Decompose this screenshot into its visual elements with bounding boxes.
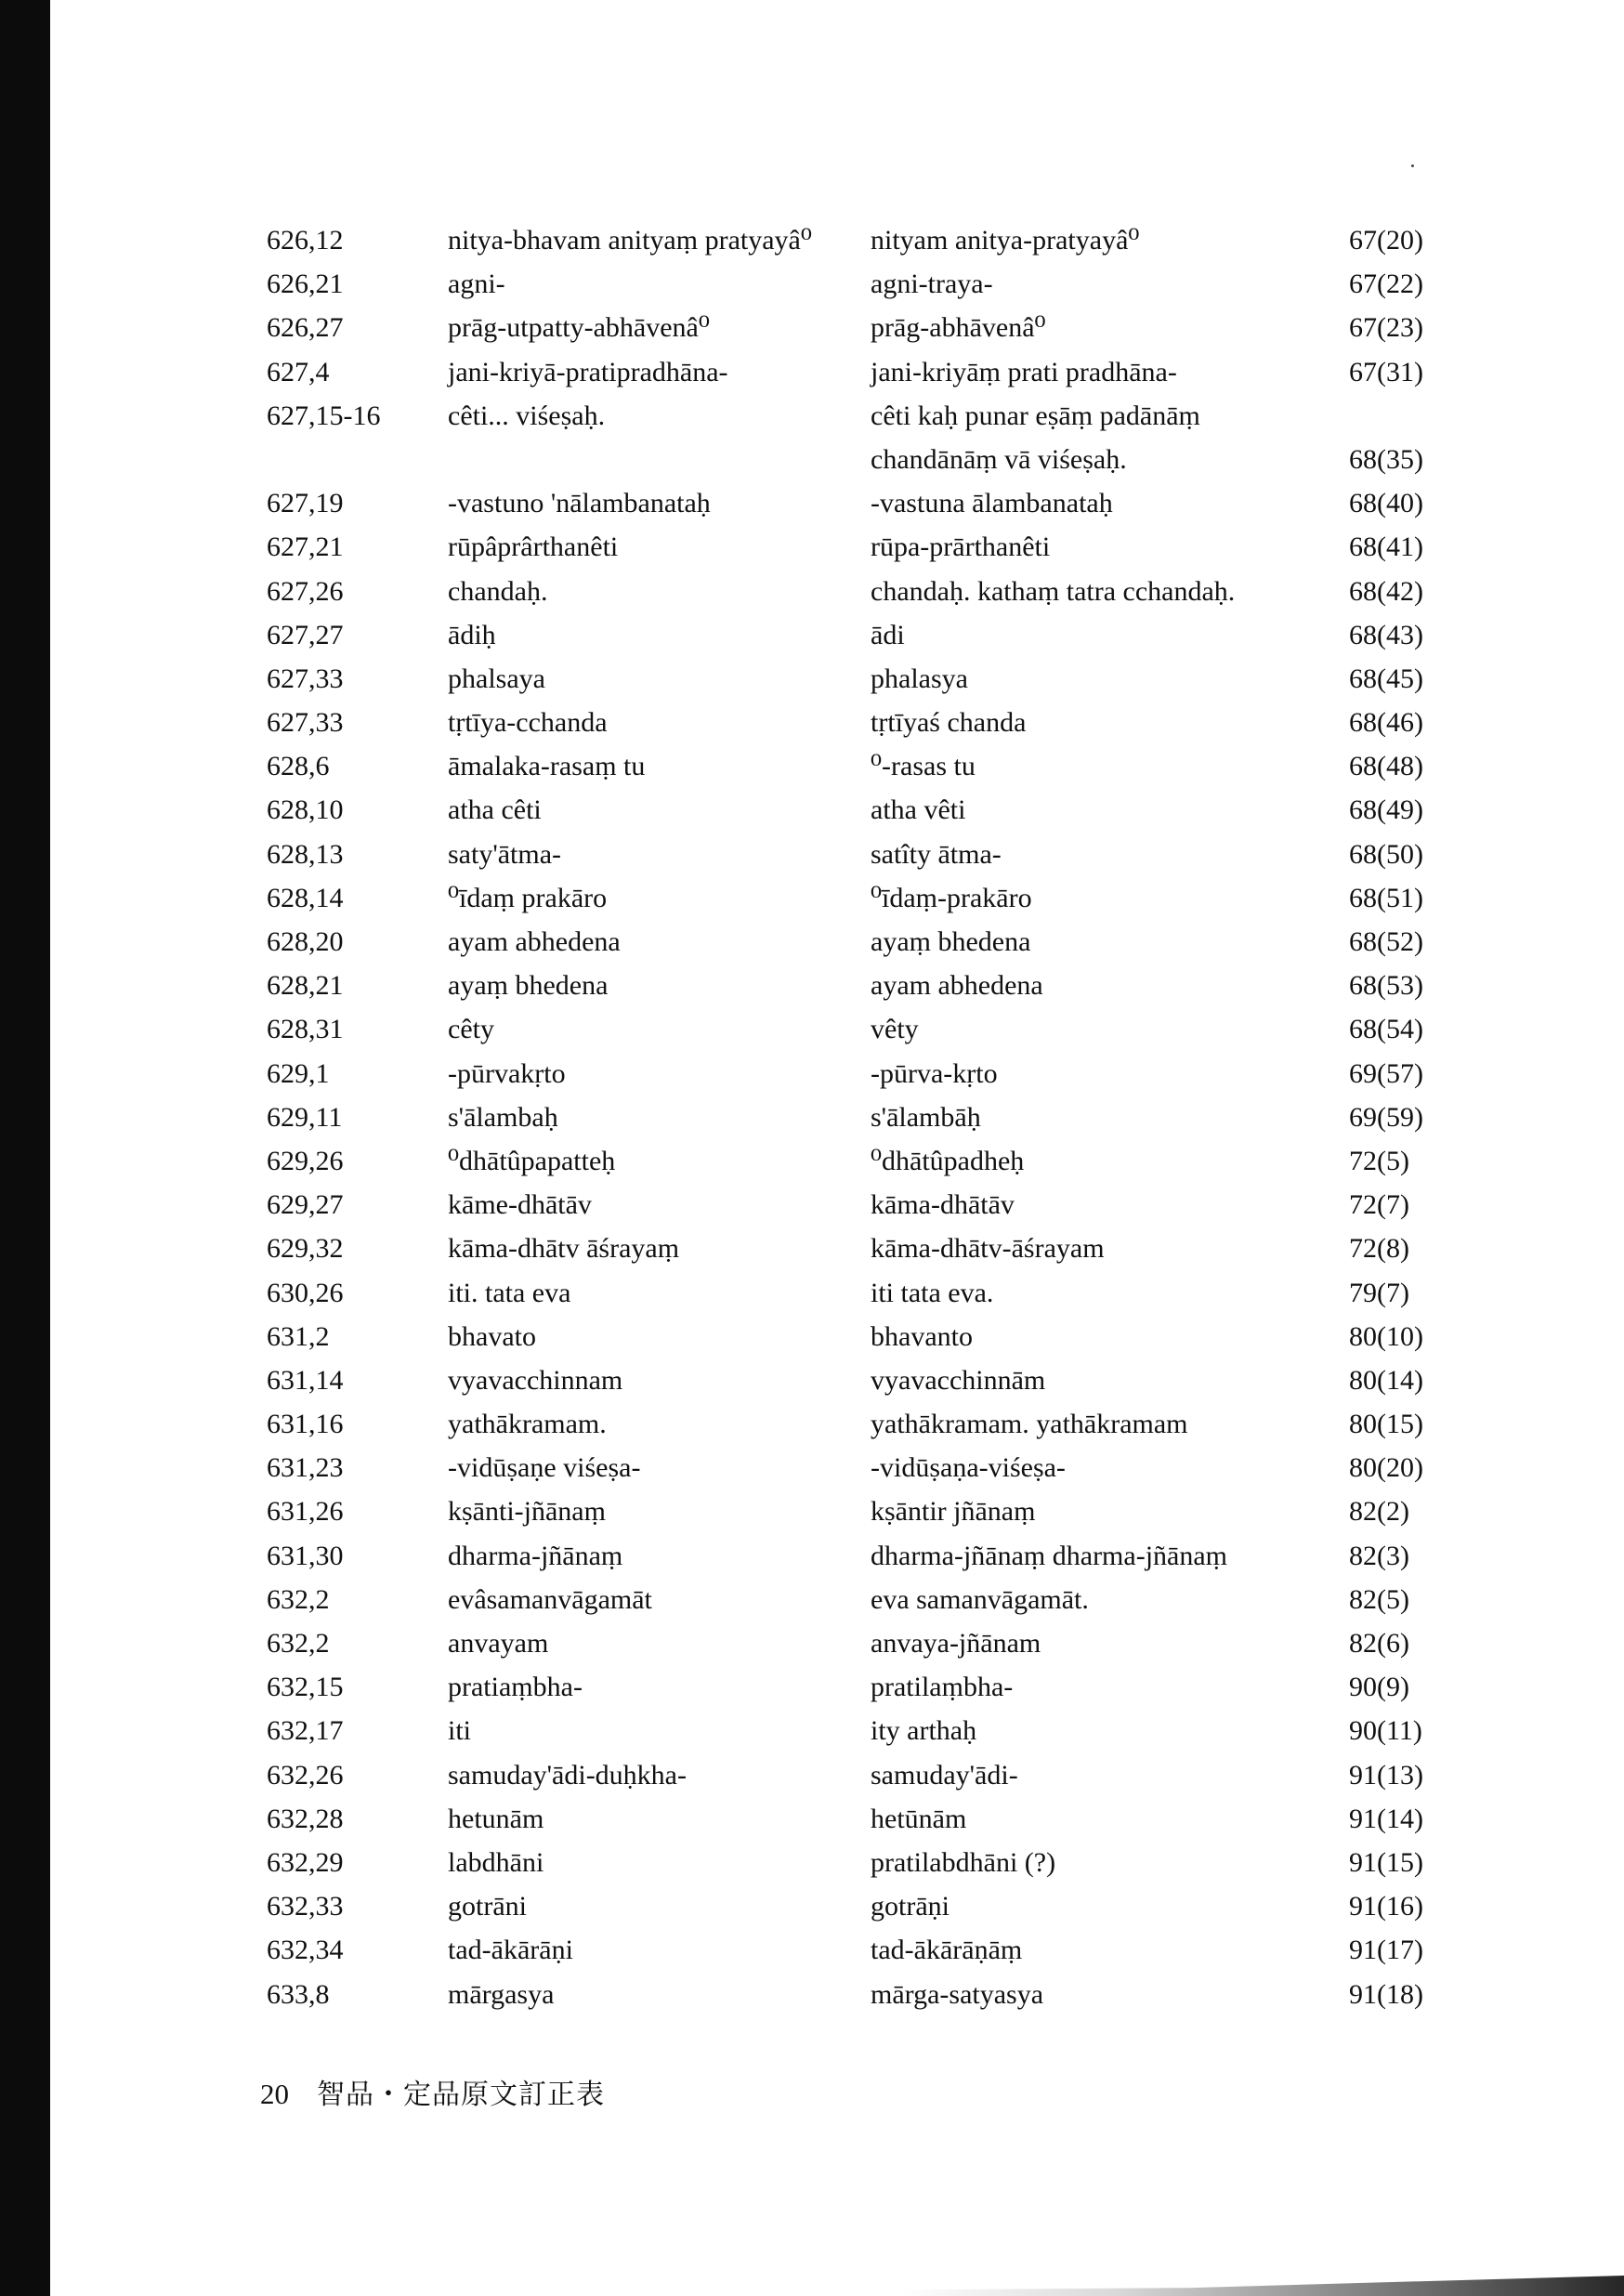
location-cell: 628,13 <box>267 838 344 870</box>
reference-cell: 67(23) <box>1349 312 1423 344</box>
corrected-text-cell: pratilabdhāni (?) <box>871 1846 1056 1878</box>
corrected-text-cell: rūpa-prārthanêti <box>871 531 1051 563</box>
corrected-text-cell: ity arthaḥ <box>871 1715 977 1747</box>
reference-cell: 68(40) <box>1349 488 1423 519</box>
original-text-cell: saty'ātma- <box>448 838 562 870</box>
original-text-cell: āmalaka-rasaṃ tu <box>448 751 646 782</box>
reference-cell: 82(3) <box>1349 1540 1409 1571</box>
reference-cell: 68(49) <box>1349 794 1423 826</box>
original-text-cell: ⁰īdaṃ prakāro <box>448 882 608 913</box>
corrected-text-cell: agni-traya- <box>871 269 993 300</box>
corrected-text-cell: nityam anitya-pratyayâ⁰ <box>871 225 1140 256</box>
original-text-cell: atha cêti <box>448 794 542 826</box>
original-text-cell: kāme-dhātāv <box>448 1189 592 1221</box>
location-cell: 626,27 <box>267 312 344 344</box>
table-row <box>0 833 1624 876</box>
original-text-cell: cêti... viśeṣaḥ. <box>448 400 606 431</box>
page-footer <box>260 2074 605 2116</box>
location-cell: 631,16 <box>267 1409 344 1440</box>
corrected-text-cell: jani-kriyāṃ prati pradhāna- <box>871 356 1177 387</box>
reference-cell: 90(11) <box>1349 1715 1422 1747</box>
table-row <box>0 1709 1624 1752</box>
location-cell: 627,19 <box>267 488 344 519</box>
corrected-text-cell: bhavanto <box>871 1320 973 1352</box>
page-title: 智品・定品原文訂正表 <box>317 2079 605 2111</box>
table-row <box>0 788 1624 832</box>
corrected-text-cell: phalasya <box>871 663 968 694</box>
original-text-cell: dharma-jñānaṃ <box>448 1540 623 1571</box>
table-row <box>0 1227 1624 1270</box>
table-row <box>0 1578 1624 1621</box>
reference-cell: 90(9) <box>1349 1672 1409 1703</box>
corrected-text-cell: chandānāṃ vā viśeṣaḥ. <box>871 443 1127 475</box>
table-row <box>0 1183 1624 1227</box>
table-row <box>0 1446 1624 1489</box>
original-text-cell: kṣānti-jñānaṃ <box>448 1496 606 1528</box>
corrected-text-cell: s'ālambāḥ <box>871 1101 981 1133</box>
reference-cell: 82(6) <box>1349 1628 1409 1659</box>
reference-cell: 80(10) <box>1349 1320 1423 1352</box>
reference-cell: 82(5) <box>1349 1583 1409 1615</box>
corrected-text-cell: samuday'ādi- <box>871 1759 1018 1791</box>
table-row <box>0 657 1624 701</box>
table-row <box>0 1271 1624 1315</box>
reference-cell: 68(41) <box>1349 531 1423 563</box>
table-row <box>0 218 1624 262</box>
reference-cell: 80(20) <box>1349 1452 1423 1484</box>
reference-cell: 72(8) <box>1349 1233 1409 1265</box>
table-row <box>0 876 1624 920</box>
location-cell: 628,14 <box>267 882 344 913</box>
original-text-cell: yathākramam. <box>448 1409 607 1440</box>
original-text-cell: iti <box>448 1715 472 1747</box>
table-row <box>0 481 1624 525</box>
location-cell: 628,31 <box>267 1014 344 1045</box>
original-text-cell: rūpâprârthanêti <box>448 531 619 563</box>
table-row <box>0 744 1624 788</box>
location-cell: 630,26 <box>267 1277 344 1308</box>
corrected-text-cell: iti tata eva. <box>871 1277 994 1308</box>
corrected-text-cell: ⁰-rasas tu <box>871 751 976 782</box>
table-row <box>0 1139 1624 1183</box>
reference-cell: 91(15) <box>1349 1846 1423 1878</box>
corrected-text-cell: tṛtīyaś chanda <box>871 707 1027 739</box>
location-cell: 629,26 <box>267 1145 344 1176</box>
original-text-cell: evâsamanvāgamāt <box>448 1583 652 1615</box>
original-text-cell: nitya-bhavam anityaṃ pratyayâ⁰ <box>448 225 812 256</box>
corrected-text-cell: pratilaṃbha- <box>871 1672 1014 1703</box>
reference-cell: 68(53) <box>1349 970 1423 1002</box>
location-cell: 629,32 <box>267 1233 344 1265</box>
table-row <box>0 1753 1624 1797</box>
original-text-cell: ⁰dhātûpapatteḥ <box>448 1145 616 1176</box>
original-text-cell: -vastuno 'nālambanataḥ <box>448 488 711 519</box>
location-cell: 633,8 <box>267 1978 330 2010</box>
table-row <box>0 1884 1624 1928</box>
reference-cell: 72(7) <box>1349 1189 1409 1221</box>
reference-cell: 68(35) <box>1349 443 1423 475</box>
reference-cell: 68(42) <box>1349 575 1423 607</box>
corrected-text-cell: -vastuna ālambanataḥ <box>871 488 1113 519</box>
location-cell: 632,17 <box>267 1715 344 1747</box>
reference-cell: 82(2) <box>1349 1496 1409 1528</box>
corrected-text-cell: ⁰dhātûpadheḥ <box>871 1145 1025 1176</box>
table-row <box>0 1096 1624 1139</box>
corrected-text-cell: kāma-dhātāv <box>871 1189 1015 1221</box>
location-cell: 632,28 <box>267 1803 344 1834</box>
reference-cell: 68(54) <box>1349 1014 1423 1045</box>
corrected-text-cell: -vidūṣaṇa-viśeṣa- <box>871 1452 1066 1484</box>
table-row <box>0 701 1624 744</box>
corrected-text-cell: prāg-abhāvenâ⁰ <box>871 312 1046 344</box>
corrected-text-cell: kāma-dhātv-āśrayam <box>871 1233 1105 1265</box>
original-text-cell: -vidūṣaṇe viśeṣa- <box>448 1452 641 1484</box>
reference-cell: 68(50) <box>1349 838 1423 870</box>
original-text-cell: kāma-dhātv āśrayaṃ <box>448 1233 680 1265</box>
original-text-cell: ādiḥ <box>448 619 496 650</box>
table-row <box>0 1928 1624 1972</box>
corrected-text-cell: ayam abhedena <box>871 970 1043 1002</box>
original-text-cell: phalsaya <box>448 663 545 694</box>
original-text-cell: labdhāni <box>448 1846 544 1878</box>
table-row <box>0 1797 1624 1841</box>
corrected-text-cell: -pūrva-kṛto <box>871 1057 998 1089</box>
table-row <box>0 438 1624 481</box>
reference-cell: 72(5) <box>1349 1145 1409 1176</box>
original-text-cell: vyavacchinnam <box>448 1364 623 1396</box>
table-row <box>0 1534 1624 1578</box>
table-row <box>0 1315 1624 1358</box>
location-cell: 631,23 <box>267 1452 344 1484</box>
corrected-text-cell: eva samanvāgamāt. <box>871 1583 1089 1615</box>
reference-cell: 91(14) <box>1349 1803 1423 1834</box>
location-cell: 628,10 <box>267 794 344 826</box>
table-row <box>0 1358 1624 1402</box>
table-row <box>0 394 1624 438</box>
location-cell: 632,29 <box>267 1846 344 1878</box>
corrected-text-cell: chandaḥ. kathaṃ tatra cchandaḥ. <box>871 575 1236 607</box>
table-row <box>0 1007 1624 1051</box>
location-cell: 631,26 <box>267 1496 344 1528</box>
reference-cell: 68(45) <box>1349 663 1423 694</box>
reference-cell: 69(59) <box>1349 1101 1423 1133</box>
original-text-cell: chandaḥ. <box>448 575 548 607</box>
page-number: 20 <box>260 2078 289 2110</box>
location-cell: 631,14 <box>267 1364 344 1396</box>
corrected-text-cell: kṣāntir jñānaṃ <box>871 1496 1036 1528</box>
corrected-text-cell: vyavacchinnām <box>871 1364 1046 1396</box>
corrected-text-cell: yathākramam. yathākramam <box>871 1409 1188 1440</box>
scan-speck <box>1411 164 1414 167</box>
location-cell: 632,26 <box>267 1759 344 1791</box>
original-text-cell: mārgasya <box>448 1978 555 2010</box>
table-row <box>0 964 1624 1007</box>
corrected-text-cell: anvaya-jñānam <box>871 1628 1041 1659</box>
original-text-cell: tṛtīya-cchanda <box>448 707 608 739</box>
original-text-cell: ayam abhedena <box>448 926 621 957</box>
corrected-text-cell: hetūnām <box>871 1803 967 1834</box>
location-cell: 627,15-16 <box>267 400 381 431</box>
reference-cell: 91(13) <box>1349 1759 1423 1791</box>
table-row <box>0 306 1624 349</box>
location-cell: 631,30 <box>267 1540 344 1571</box>
table-row <box>0 1621 1624 1665</box>
table-row <box>0 262 1624 306</box>
reference-cell: 80(15) <box>1349 1409 1423 1440</box>
corrected-text-cell: ayaṃ bhedena <box>871 926 1031 957</box>
reference-cell: 68(48) <box>1349 751 1423 782</box>
table-row <box>0 1489 1624 1533</box>
original-text-cell: pratiaṃbha- <box>448 1672 583 1703</box>
table-row <box>0 1665 1624 1709</box>
location-cell: 626,21 <box>267 269 344 300</box>
reference-cell: 91(16) <box>1349 1891 1423 1922</box>
table-row <box>0 1052 1624 1096</box>
location-cell: 628,21 <box>267 970 344 1002</box>
reference-cell: 91(18) <box>1349 1978 1423 2010</box>
reference-cell: 69(57) <box>1349 1057 1423 1089</box>
original-text-cell: hetunām <box>448 1803 544 1834</box>
location-cell: 632,34 <box>267 1935 344 1966</box>
original-text-cell: cêty <box>448 1014 494 1045</box>
location-cell: 631,2 <box>267 1320 330 1352</box>
reference-cell: 68(51) <box>1349 882 1423 913</box>
table-row <box>0 1841 1624 1884</box>
location-cell: 629,11 <box>267 1101 343 1133</box>
original-text-cell: prāg-utpatty-abhāvenâ⁰ <box>448 312 710 344</box>
location-cell: 632,2 <box>267 1583 330 1615</box>
location-cell: 628,6 <box>267 751 330 782</box>
location-cell: 632,15 <box>267 1672 344 1703</box>
location-cell: 627,26 <box>267 575 344 607</box>
table-row <box>0 525 1624 569</box>
original-text-cell: bhavato <box>448 1320 536 1352</box>
location-cell: 627,4 <box>267 356 330 387</box>
table-row <box>0 1402 1624 1446</box>
table-row <box>0 613 1624 657</box>
table-row <box>0 570 1624 613</box>
original-text-cell: anvayam <box>448 1628 549 1659</box>
reference-cell: 67(22) <box>1349 269 1423 300</box>
reference-cell: 68(52) <box>1349 926 1423 957</box>
location-cell: 627,27 <box>267 619 344 650</box>
original-text-cell: agni- <box>448 269 505 300</box>
reference-cell: 68(43) <box>1349 619 1423 650</box>
corrected-text-cell: atha vêti <box>871 794 966 826</box>
location-cell: 632,2 <box>267 1628 330 1659</box>
original-text-cell: s'ālambaḥ <box>448 1101 558 1133</box>
reference-cell: 91(17) <box>1349 1935 1423 1966</box>
corrections-table <box>0 218 1624 2016</box>
location-cell: 628,20 <box>267 926 344 957</box>
location-cell: 627,33 <box>267 663 344 694</box>
reference-cell: 79(7) <box>1349 1277 1409 1308</box>
location-cell: 627,21 <box>267 531 344 563</box>
corrected-text-cell: mārga-satyasya <box>871 1978 1044 2010</box>
table-row <box>0 1973 1624 2016</box>
table-row <box>0 920 1624 964</box>
original-text-cell: samuday'ādi-duḥkha- <box>448 1759 687 1791</box>
corrected-text-cell: satîty ātma- <box>871 838 1002 870</box>
original-text-cell: jani-kriyā-pratipradhāna- <box>448 356 728 387</box>
scan-bottom-shadow <box>899 2276 1624 2296</box>
corrected-text-cell: ⁰īdaṃ-prakāro <box>871 882 1032 913</box>
reference-cell: 68(46) <box>1349 707 1423 739</box>
original-text-cell: tad-ākārāṇi <box>448 1935 573 1966</box>
original-text-cell: -pūrvakṛto <box>448 1057 566 1089</box>
reference-cell: 80(14) <box>1349 1364 1423 1396</box>
corrected-text-cell: tad-ākārāṇāṃ <box>871 1935 1023 1966</box>
corrected-text-cell: cêti kaḥ punar eṣāṃ padānāṃ <box>871 400 1200 431</box>
location-cell: 632,33 <box>267 1891 344 1922</box>
reference-cell: 67(31) <box>1349 356 1423 387</box>
corrected-text-cell: gotrāṇi <box>871 1891 950 1922</box>
corrected-text-cell: ādi <box>871 619 905 650</box>
reference-cell: 67(20) <box>1349 225 1423 256</box>
location-cell: 626,12 <box>267 225 344 256</box>
original-text-cell: gotrāni <box>448 1891 527 1922</box>
original-text-cell: iti. tata eva <box>448 1277 571 1308</box>
location-cell: 629,1 <box>267 1057 330 1089</box>
corrected-text-cell: vêty <box>871 1014 919 1045</box>
corrected-text-cell: dharma-jñānaṃ dharma-jñānaṃ <box>871 1540 1227 1571</box>
original-text-cell: ayaṃ bhedena <box>448 970 609 1002</box>
table-row <box>0 350 1624 394</box>
location-cell: 627,33 <box>267 707 344 739</box>
location-cell: 629,27 <box>267 1189 344 1221</box>
